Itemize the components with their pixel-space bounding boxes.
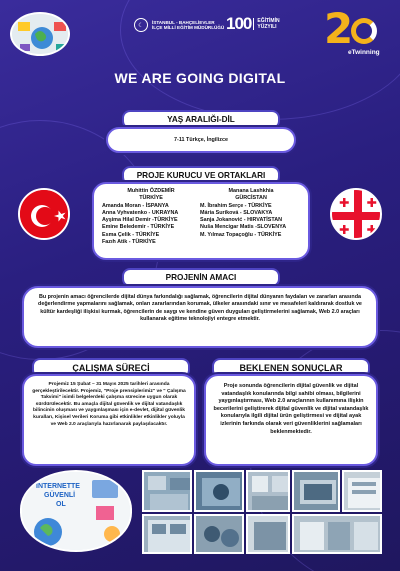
etwinning-ring-icon (351, 18, 377, 44)
partner-right-1: Manana Lashkhia (228, 188, 274, 194)
activity-photo-8 (246, 514, 290, 554)
process-panel (22, 374, 196, 466)
results-panel (204, 374, 378, 466)
project-logo-image (10, 12, 70, 56)
poster-line-2: GÜVENLİ (44, 492, 76, 499)
anniversary-logo (226, 14, 280, 34)
aim-panel (22, 286, 378, 348)
activity-photo-3 (246, 470, 290, 512)
aim-text: Bu projenin amacı öğrencilerde dijital dünya farkındalığı sağlamak, öğrencilerin dijital dünyanın faydaları ve zararları arasında değerlendirme yapmalarını sağlamak, onları zararlarından korumak, ülkeler arasındaki sınır ve mesafeleri kaldırarak dostluk ve kültür kardeşliği ilişkisi kurmak, öğrencilerin de saygı ve kendine güven duyguları geliştirmelerini sağlamak, Web 2.0 araçları kullanarak eğitime teknolojiyi entegre etmektir. (38, 294, 362, 322)
partners-left-list (102, 188, 200, 246)
partner-left-5: Ayşima Hilal Demir -TÜRKİYE (102, 217, 178, 224)
partner-right-3: M. İbrahim Serçe - TÜRKİYE (200, 202, 272, 209)
activity-photo-9 (292, 514, 382, 554)
student-poster-image (20, 470, 132, 552)
activity-photo-2 (194, 470, 244, 512)
age-text: 7-11 Türkçe, İngilizce (174, 137, 228, 143)
age-panel (106, 127, 296, 153)
partner-left-6: Emine Beledemir - TÜRKİYE (102, 224, 175, 231)
activity-photo-5 (342, 470, 382, 512)
ministry-line-1: İSTANBUL - BAHÇELİEVLER (152, 19, 215, 25)
etwinning-label: eTwinning (348, 49, 380, 56)
activity-photo-1 (142, 470, 192, 512)
partner-left-8: Fazıh Atik - TÜRKİYE (102, 239, 156, 246)
activity-photo-4 (292, 470, 340, 512)
anniversary-label-1: EĞİTİMİN (257, 18, 280, 24)
activity-photo-6 (142, 514, 192, 554)
partners-heading: PROJE KURUCU VE ORTAKLARI (122, 166, 280, 185)
partner-left-1: Muhittin ÖZDEMİR (127, 188, 175, 194)
partner-left-4: Anna Vyhvatenko - UKRAYNA (102, 209, 179, 216)
age-heading: YAŞ ARALIĞI-DİL (122, 110, 280, 129)
results-text: Proje sonunda öğrencilerin dijital güvenlik ve dijital vatandaşlık konularında bilgi sahibi olması, bilgilerini yaygınlaştırması, Web 2.0 araçlarının kullanımına ilişkin becerilerini geliştirerek dijital güvenlik ve dijital vatandaşlık konularıyla ilgili dijital ürün geliştirmesi ve dijital ayak izlerinin farkında olarak veri güvenliklerini sağlamaları beklenmektedir. (213, 383, 369, 435)
turkey-flag-icon (18, 188, 70, 240)
partner-left-7: Esma Çelik - TÜRKİYE (102, 231, 160, 238)
ministry-logo (134, 18, 230, 32)
etwinning-logo (318, 4, 396, 64)
ministry-emblem-icon: ☾ (134, 18, 148, 32)
partners-right-list (200, 188, 302, 246)
partner-right-7: M. Yılmaz Topaçoğlu - TÜRKİYE (200, 231, 282, 238)
anniversary-label-2: YÜZYILI (257, 24, 277, 30)
partner-left-3: Amanda Moran - İSPANYA (102, 202, 169, 209)
results-heading: BEKLENEN SONUÇLAR (212, 358, 370, 378)
poster-line-1: İNTERNETTE (36, 483, 80, 490)
anniversary-number: 100 (226, 14, 252, 33)
partner-right-5: Sanja Jokanović - HIRVATİSTAN (200, 217, 283, 224)
poster-line-3: OL (56, 501, 66, 508)
partner-right-4: Mária Suríková - SLOVAKYA (200, 209, 273, 216)
partner-left-2: TÜRKİYE (139, 195, 163, 202)
process-heading: ÇALIŞMA SÜRECİ (32, 358, 190, 378)
aim-heading: PROJENİN AMACI (122, 268, 280, 287)
activity-photo-7 (194, 514, 244, 554)
process-text: Projemiz 15 Şubat – 31 Mayıs 2025 tarihleri arasında gerçekleştirilecektir. Projemiz, "Proje prensiplerimiz" ve " Çalışma Takvimi" isimli belgelerdeki çalışma sürecine uygun olarak sürdürülecektir. Bu amaçla dijital güvenlik ve dijital vatandaşlık bilincinin oluşması ve yaygınlaşması için e-devlet, dijital güvenlik kuralları, Kişisel Verileri Koruma gibi etkinlikler etkinlikler yoluyla ve Web 2.0 araçlarıyla hazırlanarak paylaşılacaktır. (32, 382, 186, 427)
ministry-line-2: İLÇE MİLLİ EĞİTİM MÜDÜRLÜĞÜ (152, 25, 225, 30)
etwinning-number: 2 (324, 4, 354, 53)
partner-right-2: GÜRCİSTAN (235, 195, 267, 202)
header (0, 0, 400, 68)
page-title: WE ARE GOING DIGITAL (114, 70, 286, 86)
partner-right-6: Nuša Mencigar Matis -SLOVENYA (200, 224, 287, 231)
partners-panel (92, 182, 310, 260)
georgia-flag-icon (330, 188, 382, 240)
